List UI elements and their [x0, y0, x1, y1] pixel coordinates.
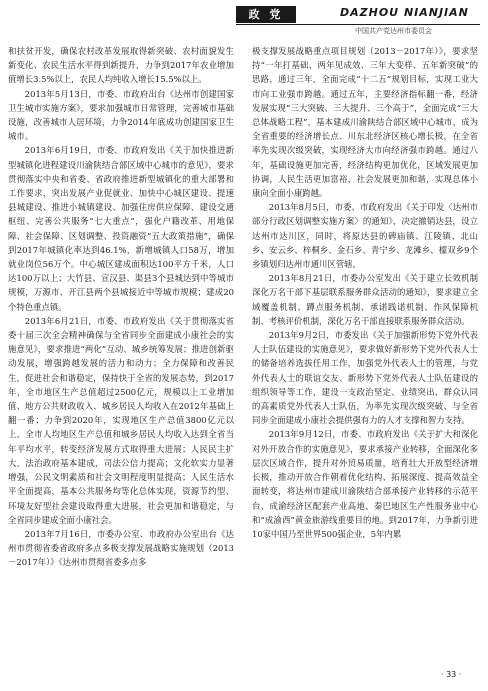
page-header: [0, 0, 488, 36]
paragraph: 2013年5月13日，市委、市政府出台《达州市创建国家卫生城市实施方案》，要求加强城市日常管理，完善城市基础设施，改善城市人居环境，力争2014年底成功创建国家卫生城市。: [8, 88, 234, 142]
committee-label: 中国共产党达州市委员会: [355, 27, 432, 35]
right-column: [252, 44, 478, 662]
paragraph: 2013年6月19日，市委、市政府发出《关于加快推进新型城镇化进程建设川渝陕结合部区域中心城市的意见》，要求贯彻落实中央和省委、省政府推进新型城镇化的重大部署和工作要求，突出发展产业促就业、加快中心城区建设、提速县城建设、推进小城镇建设、加强住房供应保障、建设交通枢纽、完善公共服务“七大重点”，强化户籍改革、用地保障、社会保障、区划调整、投资融资“五大政策措施”，确保到2017年城镇化率达到46.1%，新增城镇人口58万，增加就业岗位56万个。中心城区建成面积达100平方千米，人口达100万以上；大竹县、宣汉县、渠县3个县城达到中等城市规模，万源市、开江县两个县城接近中等城市规模；建成20个特色重点镇。: [8, 145, 234, 312]
page-number: · 33 ·: [441, 670, 462, 679]
paragraph: 2013年9月12日，市委、市政府发出《关于扩大和深化对外开放合作的实施意见》，要求承接产业转移，全面深化多层次区域合作，提升对外贸易质量，培育壮大开放型经济增长极，推动开放合作朝着优化结构、拓展深度、提高效益全面转变，将达州市建成川渝陕结合部承接产业转移的示范平台、成渝经济区配套产业高地、秦巴地区生产性服务业中心和“成渝西”黄金旅游线重要目的地。到2017年，力争新引进10家中国乃至世界500强企业，5年内累: [252, 429, 478, 539]
paragraph: 2013年6月21日，市委、市政府发出《关于贯彻落实省委十届三次全会精神确保与全省同步全面建成小康社会的实施意见》，要求推进“两化”互动、城乡统筹发展；推进创新驱动发展，增强跨越发展的活力和动力；全力保障和改善民生，促进社会和谐稳定，保持快于全省的发展态势，到2017年，全市地区生产总值超过2500亿元，规模以上工业增加值、地方公共财政收入、城乡居民人均收入在2012年基础上翻一番；力争到2020年，实现地区生产总值3800亿元以上，全市人均地区生产总值和城乡居民人均收入达到全省当年平均水平，转变经济发展方式取得重大进展；人民民主扩大，法治政府基本建成，司法公信力提高；文化软实力显著增强，公民文明素质和社会文明程度明显提高；人民生活水平全面提高，基本公共服务均等化总体实现，资源节约型、环境友好型社会建设取得重大进展，社会更加和谐稳定，与全省同步建成全面小康社会。: [8, 315, 234, 525]
left-column: [8, 44, 234, 662]
section-tag: 政 党: [236, 6, 296, 23]
paragraph: 和扶贫开发，确保农村改革发展取得新突破、农村面貌发生新变化、农民生活水平得到新提升，力争到2017年农业增加值增长3.5%以上，农民人均纯收入增长15.5%以上。: [8, 46, 234, 85]
paragraph: 2013年8月21日，市委办公室发出《关于建立长效机制深化万名干部下基层联系服务群众活动的通知》，要求建立全域覆盖机制、蹲点服务机制、承诺践诺机制、作风保障机制、考核评价机制，深化万名干部直接联系服务群众活动。: [252, 273, 478, 326]
paragraph: 2013年7月16日，市委办公室、市政府办公室出台《达州市贯彻省委省政府多点多极支撑发展战略实施规划（2013－2017年）》《达州市贯彻省委多点多: [8, 528, 234, 568]
paragraph: 极支撑发展战略重点项目规划（2013－2017年）》，要求坚持“一年打基础、两年见成效、三年大变样、五年新突破”的思路，通过三年，全面完成“十二五”规划目标，实现工业大市向工业强市跨越。通过五年，主要经济指标翻一番，经济发展实现“三大突破、三大提升、三个高于”，全面完成“三大总体战略工程”，基本建成川渝陕结合部区域中心城市，成为全省重要的经济增长点、川东北经济区核心增长极，在全省率先实现次级突破，实现经济大市向经济强市跨越。通过八年，基础设施更加完善，经济结构更加优化，区域发展更加协调，人民生活更加富裕，社会发展更加和谐，实现总体小康向全面小康跨越。: [252, 46, 478, 199]
paragraph: 2013年9月2日，市委发出《关于加强新形势下党外代表人士队伍建设的实施意见》，要求做好新形势下党外代表人士的储备培养选拔任用工作，加强党外代表人士的管理，与党外代表人士的联谊交友、新形势下党外代表人士队伍建设的组织领导等工作，建设一支政治坚定、业绩突出、群众认同的高素质党外代表人士队伍，为率先实现次级突破、与全省同步全面建成小康社会提供强有力的人才支撑和智力支持。: [252, 330, 478, 426]
header-rule: [236, 24, 480, 25]
paragraph: 2013年8月5日，市委、市政府发出《关于印发〈达州市部分行政区划调整实施方案〉的通知》，决定撤销达县，设立达州市达川区，同时，将原达县的碑庙镇、江陵镇、北山乡、安云乡、梓桐乡、金石乡、青宁乡、龙滩乡、檬双乡9个乡镇划归达州市通川区管辖。: [252, 202, 478, 270]
yearbook-title: DAZHOU NIANJIAN: [340, 6, 469, 19]
